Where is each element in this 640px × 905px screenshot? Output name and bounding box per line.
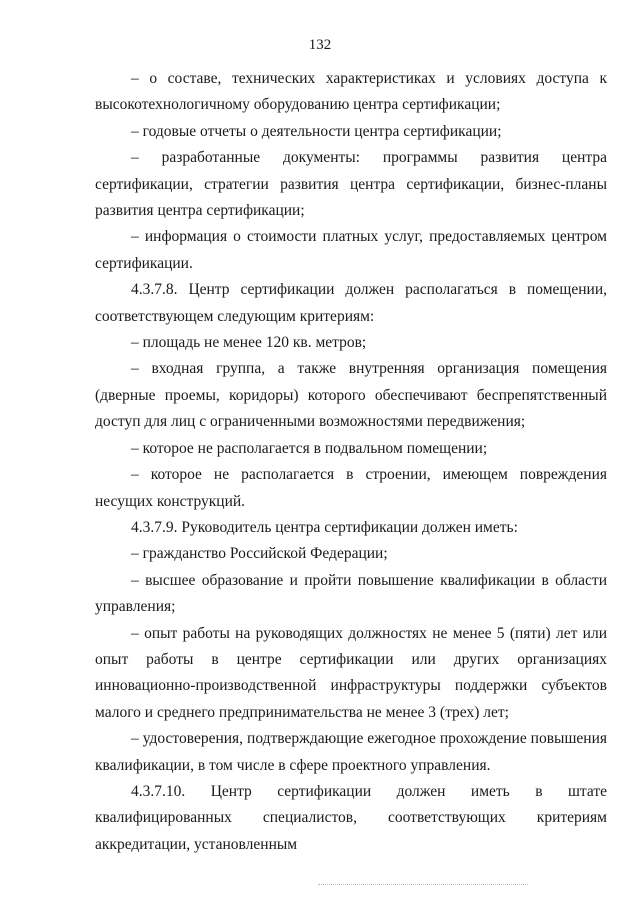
paragraph-accessibility: – входная группа, а также внутренняя организация помещения (дверные проемы, коридоры) которого обеспечивают беспрепятственный доступ для лиц с ограниченными возможностями передвижения; [95, 360, 607, 431]
paragraph-equipment-info: – о составе, технических характеристиках и условиях доступа к высокотехнологичному оборудованию центра сертификации; [95, 70, 607, 114]
body-text [95, 66, 607, 858]
paragraph-developed-documents: – разработанные документы: программы развития центра сертификации, стратегии развития центра сертификации, бизнес-планы развития центра сертификации; [95, 149, 607, 220]
paragraph-section-4-3-7-8: 4.3.7.8. Центр сертификации должен располагаться в помещении, соответствующем следующим критериям: [95, 281, 607, 325]
paragraph-citizenship: – гражданство Российской Федерации; [131, 545, 388, 563]
paragraph-area-requirement: – площадь не менее 120 кв. метров; [131, 334, 367, 352]
paragraph-section-4-3-7-10: 4.3.7.10. Центр сертификации должен иметь в штате квалифицированных специалистов, соответствующих критериям аккредитации, установленным [95, 782, 607, 853]
paragraph-work-experience: – опыт работы на руководящих должностях не менее 5 (пяти) лет или опыт работы в центре сертификации или других организациях инновационно-производственной инфраструктуры поддержки субъектов малого и среднего предпринимательства не менее 3 (трех) лет; [95, 624, 607, 721]
paragraph-annual-reports: – годовые отчеты о деятельности центра сертификации; [131, 122, 502, 140]
paragraph-higher-education: – высшее образование и пройти повышение квалификации в области управления; [95, 571, 607, 616]
paragraph-no-structural-damage: – которое не располагается в строении, имеющем повреждения несущих конструкций. [95, 466, 607, 510]
paragraph-section-4-3-7-9: 4.3.7.9. Руководитель центра сертификации должен иметь: [131, 518, 518, 536]
scan-artifact [318, 884, 528, 891]
paragraph-certificates: – удостоверения, подтверждающие ежегодное прохождение повышения квалификации, в том числе в сфере проектного управления. [95, 730, 607, 774]
paragraph-paid-services: – информация о стоимости платных услуг, предоставляемых центром сертификации. [95, 228, 607, 272]
paragraph-not-basement: – которое не располагается в подвальном помещении; [131, 439, 488, 457]
page-number: 132 [308, 37, 332, 53]
